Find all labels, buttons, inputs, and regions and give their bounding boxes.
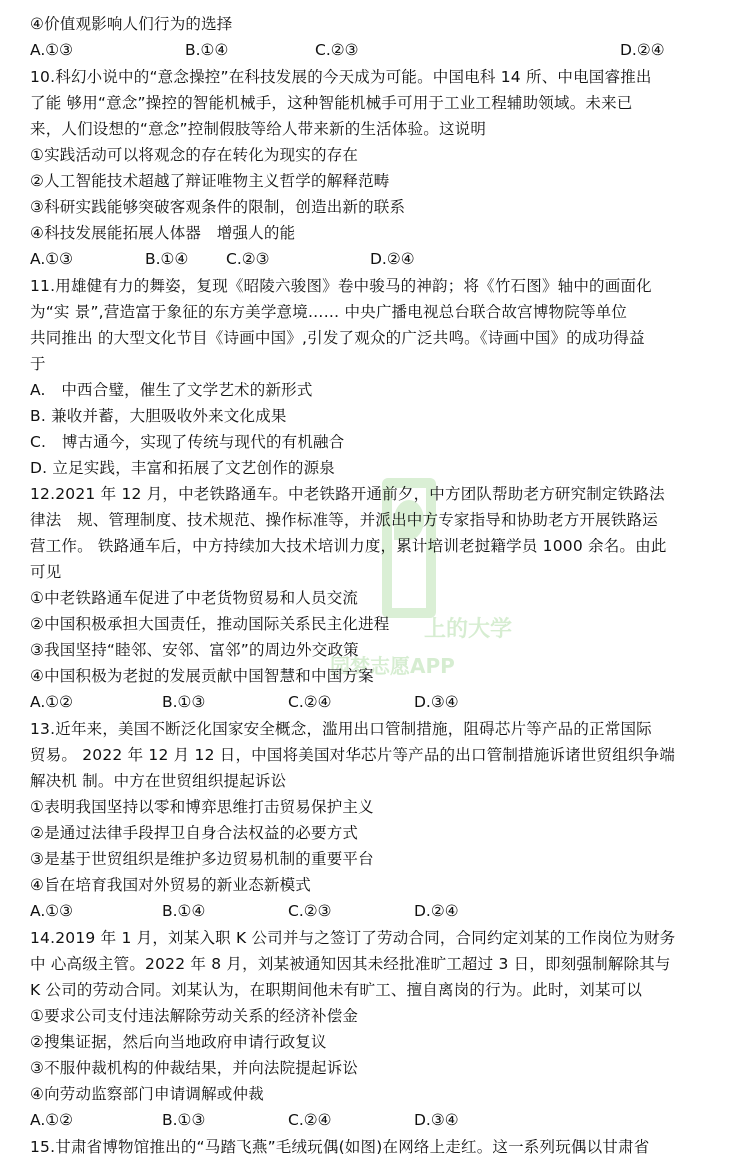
option-d: D.②④ [370, 250, 415, 268]
question-13: 13.近年来，美国不断泛化国家安全概念，滥用出口管制措施，阻碍芯片等产品的正常国际 [30, 720, 652, 738]
option-a: A.①② [30, 1111, 74, 1129]
choice-1: ①表明我国坚持以零和博弈思维打击贸易保护主义 [30, 798, 374, 816]
answer-options-q14 [30, 1110, 724, 1130]
question-14: 14.2019 年 1 月，刘某入职 K 公司并与之签订了劳动合同，合同约定刘某的工作岗位为财务 [30, 929, 676, 947]
text-line: 共同推出 的大型文化节目《诗画中国》,引发了观众的广泛共鸣。《诗画中国》的成功得益 [30, 329, 645, 347]
answer-options-q12 [30, 692, 724, 712]
choice-1: ①要求公司支付违法解除劳动关系的经济补偿金 [30, 1007, 359, 1025]
choice-2: ②搜集证据，然后向当地政府申请行政复议 [30, 1033, 327, 1051]
choice-3: ③是基于世贸组织是维护多边贸易机制的重要平台 [30, 850, 374, 868]
text-line: 可见 [30, 563, 62, 581]
option-d: D.②④ [620, 41, 665, 59]
choice-3: ③不服仲裁机构的仲裁结果，并向法院提起诉讼 [30, 1059, 359, 1077]
text-line: 解决机 制。中方在世贸组织提起诉讼 [30, 772, 287, 790]
option-a: A.①③ [30, 902, 74, 920]
option-a: A.①② [30, 693, 74, 711]
watermark-text-2: 园梦志愿APP [330, 654, 455, 678]
option-c: C.②③ [288, 902, 332, 920]
choice-4: ④向劳动监察部门申请调解或仲裁 [30, 1085, 264, 1103]
choice-2: ②是通过法律手段捍卫自身合法权益的必要方式 [30, 824, 359, 842]
question-11: 11.用雄健有力的舞姿，复现《昭陵六骏图》卷中骏马的神韵；将《竹石图》轴中的画面化 [30, 277, 652, 295]
choice-4: ④中国积极为老挝的发展贡献中国智慧和中国方案 [30, 667, 374, 685]
choice-d: D. 立足实践，丰富和拓展了文艺创作的源泉 [30, 459, 335, 477]
text-line: 营工作。 铁路通车后，中方持续加大技术培训力度，累计培训老挝籍学员 1000 余名。由此 [30, 537, 667, 555]
option-d: D.③④ [414, 1111, 459, 1129]
option-b: B.①④ [185, 41, 229, 59]
option-c: C.②④ [288, 693, 332, 711]
text-line: 了能 够用“意念”操控的智能机械手，这种智能机械手可用于工业工程辅助领域。未来已 [30, 94, 633, 112]
text-line: 为“实 景”,营造富于象征的东方美学意境…… 中央广播电视总台联合故宫博物院等单位 [30, 303, 628, 321]
option-b: B.①④ [145, 250, 189, 268]
choice-3: ③我国坚持“睦邻、安邻、富邻”的周边外交政策 [30, 641, 359, 659]
text-line: 中 心高级主管。2022 年 8 月，刘某被通知因其未经批准旷工超过 3 日，即刻强制解除其与 [30, 955, 671, 973]
option-c: C.②③ [315, 41, 359, 59]
text-line: 贸易。 2022 年 12 月 12 日，中国将美国对华芯片等产品的出口管制措施诉诸世贸组织争端 [30, 746, 676, 764]
option-c: C.②③ [226, 250, 270, 268]
text-line: K 公司的劳动合同。刘某认为，在职期间他未有旷工、擅自离岗的行为。此时，刘某可以 [30, 981, 643, 999]
choice-4: ④科技发展能拓展人体器 增强人的能 [30, 224, 296, 242]
answer-options-q9 [30, 40, 724, 60]
choice-4: ④旨在培育我国对外贸易的新业态新模式 [30, 876, 311, 894]
choice-a: A. 中西合璧，催生了文学艺术的新形式 [30, 381, 313, 399]
choice-3: ③科研实践能够突破客观条件的限制，创造出新的联系 [30, 198, 406, 216]
text-line: 律法 规、管理制度、技术规范、操作标准等，并派出中方专家指导和协助老方开展铁路运 [30, 511, 659, 529]
watermark-text-1: 上的大学 [424, 617, 513, 642]
question-12: 12.2021 年 12 月，中老铁路通车。中老铁路开通前夕，中方团队帮助老方研究制定铁路法 [30, 485, 665, 503]
answer-options-q10 [30, 249, 724, 269]
choice-2: ②中国积极承担大国责任，推动国际关系民主化进程 [30, 615, 390, 633]
text-line: 于 [30, 355, 46, 373]
choice-1: ①实践活动可以将观念的存在转化为现实的存在 [30, 146, 359, 164]
option-a: A.①③ [30, 41, 74, 59]
option-d: D.③④ [414, 693, 459, 711]
text-line: ④价值观影响人们行为的选择 [30, 15, 233, 33]
choice-2: ②人工智能技术超越了辩证唯物主义哲学的解释范畴 [30, 172, 390, 190]
question-10: 10.科幻小说中的“意念操控”在科技发展的今天成为可能。中国电科 14 所、中电国睿推出 [30, 68, 652, 86]
option-d: D.②④ [414, 902, 459, 920]
option-b: B.①③ [162, 693, 206, 711]
option-b: B.①④ [162, 902, 206, 920]
option-c: C.②④ [288, 1111, 332, 1129]
option-b: B.①③ [162, 1111, 206, 1129]
answer-options-q13 [30, 901, 724, 921]
question-15: 15.甘肃省博物馆推出的“马踏飞燕”毛绒玩偶(如图)在网络上走红。这一系列玩偶以甘肃省 [30, 1138, 650, 1156]
choice-b: B. 兼收并蓄，大胆吸收外来文化成果 [30, 407, 287, 425]
choice-1: ①中老铁路通车促进了中老货物贸易和人员交流 [30, 589, 359, 607]
choice-c: C. 博古通今，实现了传统与现代的有机融合 [30, 433, 345, 451]
text-line: 来，人们设想的“意念”控制假肢等给人带来新的生活体验。这说明 [30, 120, 487, 138]
option-a: A.①③ [30, 250, 74, 268]
